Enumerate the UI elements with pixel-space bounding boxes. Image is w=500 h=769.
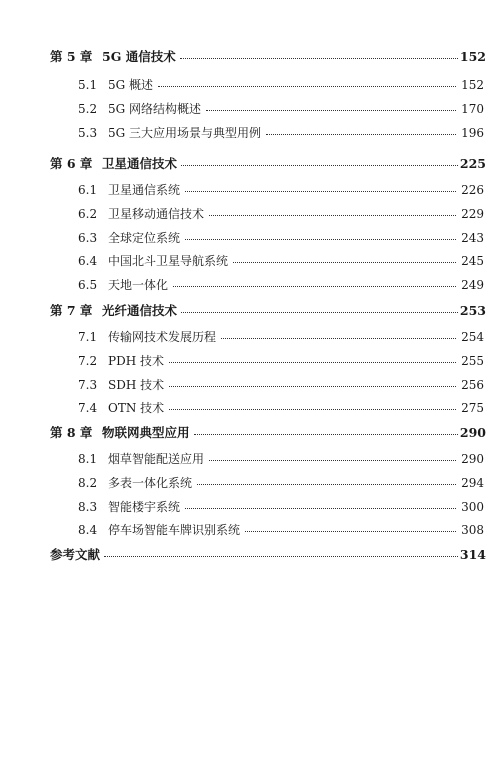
section-number: 6.3 [78, 230, 98, 245]
dot-leader [158, 86, 456, 87]
section-page-number: 243 [461, 230, 484, 245]
section-page-number: 226 [461, 183, 484, 197]
section-title: SDH 技术 [108, 377, 165, 392]
dot-leader [169, 409, 456, 410]
section-title: 中国北斗卫星导航系统 [108, 254, 229, 269]
dot-leader [169, 386, 456, 387]
chapter-number: 第 8 章 [50, 425, 93, 440]
section-page-number: 245 [461, 254, 484, 269]
section-title: 全球定位系统 [108, 230, 181, 245]
chapter-title: 物联网典型应用 [102, 425, 190, 440]
chapter-entry[interactable] [50, 154, 486, 172]
chapter-page-number: 152 [459, 49, 486, 64]
chapter-number: 第 5 章 [50, 49, 93, 64]
section-number: 6.5 [78, 278, 98, 293]
chapter-entry[interactable] [50, 423, 486, 441]
section-title: 天地一体化 [108, 278, 169, 293]
chapter-number: 第 7 章 [50, 303, 93, 318]
section-entry[interactable] [78, 229, 484, 246]
chapter-entry[interactable] [50, 47, 486, 65]
section-page-number: 152 [461, 78, 484, 92]
section-number: 6.1 [78, 183, 98, 197]
section-title: 停车场智能车牌识别系统 [108, 523, 241, 538]
section-page-number: 254 [461, 330, 484, 344]
section-page-number: 300 [461, 499, 484, 514]
section-page-number: 196 [461, 125, 484, 140]
section-title: 5G 网络结构概述 [108, 101, 202, 116]
section-number: 5.3 [78, 125, 98, 140]
section-page-number: 170 [461, 101, 484, 116]
section-title: OTN 技术 [108, 401, 165, 416]
section-entry[interactable] [78, 498, 484, 515]
chapter-title: 卫星通信技术 [102, 156, 178, 171]
dot-leader [185, 191, 456, 192]
section-page-number: 294 [461, 475, 484, 490]
section-entry[interactable] [78, 205, 484, 222]
section-entry[interactable] [78, 276, 484, 293]
references-entry[interactable] [50, 545, 486, 563]
section-title: 传输网技术发展历程 [108, 330, 217, 344]
chapter-title: 5G 通信技术 [102, 49, 176, 64]
section-title: PDH 技术 [108, 353, 164, 368]
references-title: 参考文献 [50, 547, 101, 562]
section-number: 6.2 [78, 206, 98, 221]
section-number: 8.2 [78, 475, 98, 490]
section-title: 5G 概述 [108, 78, 154, 92]
section-page-number: 275 [461, 401, 484, 416]
dot-leader [185, 239, 456, 240]
chapter-page-number: 253 [459, 303, 486, 318]
section-page-number: 249 [461, 278, 484, 293]
section-entry[interactable] [78, 252, 484, 269]
section-page-number: 256 [461, 377, 484, 392]
dot-leader [181, 312, 458, 313]
section-number: 5.1 [78, 78, 98, 92]
section-title: 多表一体化系统 [108, 475, 193, 490]
section-number: 6.4 [78, 254, 98, 269]
section-title: 卫星移动通信技术 [108, 206, 205, 221]
dot-leader [266, 134, 456, 135]
section-number: 7.4 [78, 401, 98, 416]
chapter-entry[interactable] [50, 301, 486, 319]
references-page-number: 314 [459, 547, 486, 562]
section-number: 5.2 [78, 101, 98, 116]
dot-leader [209, 460, 456, 461]
section-entry[interactable] [78, 76, 484, 93]
dot-leader [185, 508, 456, 509]
dot-leader [233, 262, 456, 263]
section-number: 7.2 [78, 353, 98, 368]
chapter-number: 第 6 章 [50, 156, 93, 171]
section-page-number: 255 [461, 353, 484, 368]
dot-leader [104, 556, 458, 557]
section-number: 8.4 [78, 523, 98, 538]
section-entry[interactable] [78, 474, 484, 491]
section-entry[interactable] [78, 328, 484, 345]
section-entry[interactable] [78, 100, 484, 117]
dot-leader [245, 531, 456, 532]
section-page-number: 229 [461, 206, 484, 221]
dot-leader [197, 484, 456, 485]
dot-leader [169, 362, 456, 363]
section-entry[interactable] [78, 124, 484, 141]
section-entry[interactable] [78, 450, 484, 467]
section-entry[interactable] [78, 399, 484, 416]
section-number: 8.1 [78, 452, 98, 466]
dot-leader [206, 110, 456, 111]
chapter-title: 光纤通信技术 [102, 303, 178, 318]
section-number: 8.3 [78, 499, 98, 514]
dot-leader [209, 215, 456, 216]
section-title: 智能楼宇系统 [108, 499, 181, 514]
section-number: 7.1 [78, 330, 98, 344]
chapter-page-number: 225 [459, 156, 486, 171]
section-page-number: 308 [461, 523, 484, 538]
section-page-number: 290 [461, 452, 484, 466]
section-number: 7.3 [78, 377, 98, 392]
dot-leader [221, 338, 456, 339]
section-entry[interactable] [78, 181, 484, 198]
chapter-page-number: 290 [459, 425, 486, 440]
section-entry[interactable] [78, 376, 484, 393]
dot-leader [194, 434, 458, 435]
dot-leader [173, 286, 456, 287]
section-title: 卫星通信系统 [108, 183, 181, 197]
section-entry[interactable] [78, 352, 484, 369]
section-entry[interactable] [78, 521, 484, 538]
dot-leader [180, 58, 458, 59]
section-title: 5G 三大应用场景与典型用例 [108, 125, 262, 140]
dot-leader [181, 165, 458, 166]
section-title: 烟草智能配送应用 [108, 452, 205, 466]
